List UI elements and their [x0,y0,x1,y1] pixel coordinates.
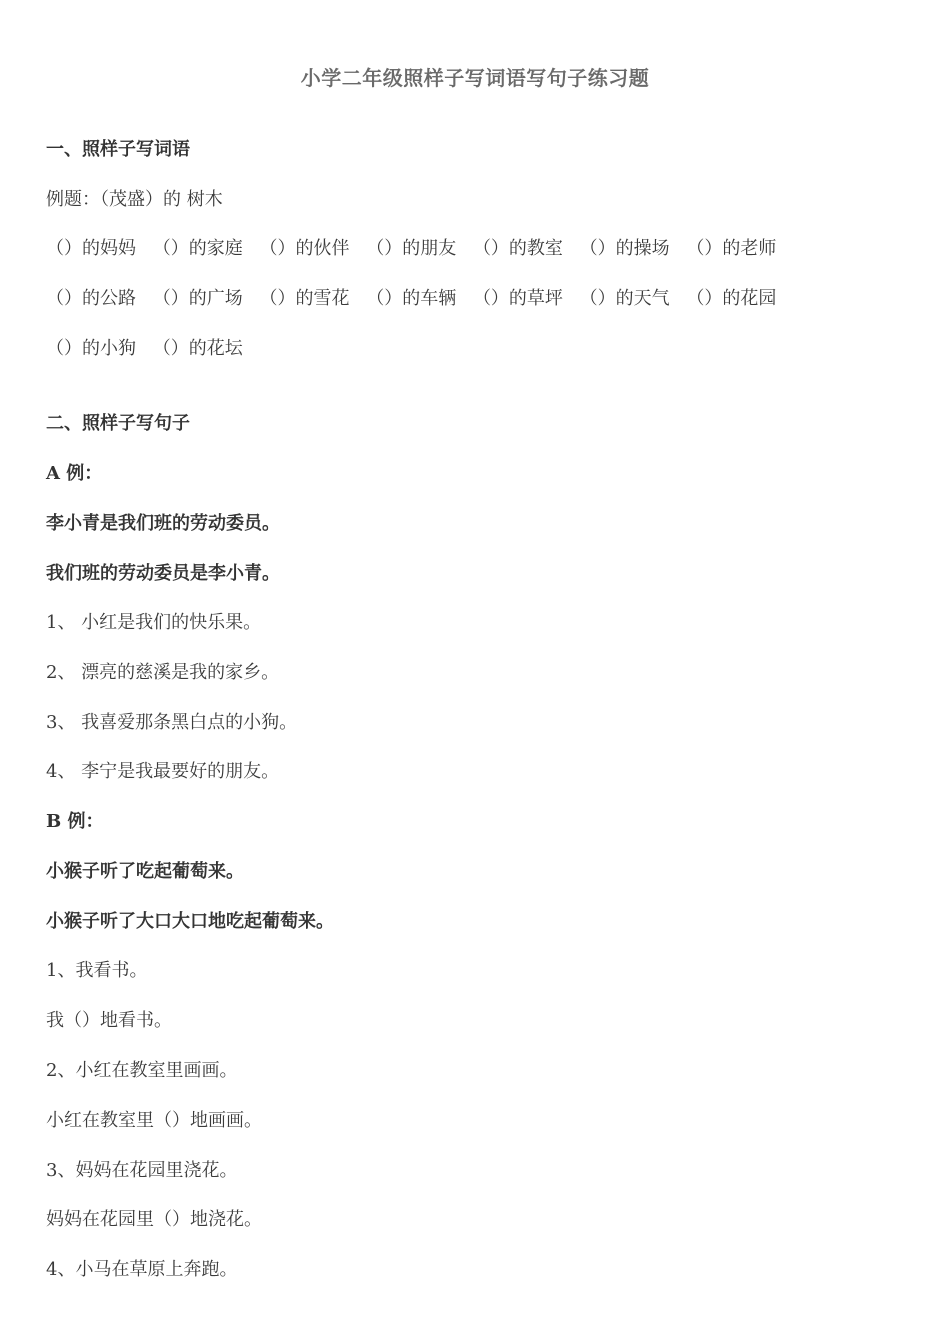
word-blank: （）的雪花 [259,288,350,309]
word-blank: （）的小狗 [46,338,136,359]
word-row-1 [46,236,776,262]
word-row-3 [46,336,243,362]
exercise-item: 3、妈妈在花园里浇花。 [46,1160,238,1181]
word-blank: （）的操场 [579,238,670,259]
exercise-item: 1、 小红是我们的快乐果。 [46,612,262,633]
word-blank: （）的朋友 [366,238,457,259]
example-b-sentence-2: 小猴子听了大口大口地吃起葡萄来。 [46,911,334,932]
word-blank: （）的草坪 [472,288,563,309]
word-blank: （）的花坛 [152,338,243,359]
word-blank: （）的天气 [579,288,670,309]
example-a-sentence-1: 李小青是我们班的劳动委员。 [46,513,280,534]
word-blank: （）的妈妈 [46,238,136,259]
word-blank: （）的广场 [152,288,243,309]
exercise-item: 1、我看书。 [46,960,148,981]
example-a-label: A 例： [46,463,103,484]
exercise-item: 2、 漂亮的慈溪是我的家乡。 [46,662,280,683]
word-blank: （）的伙伴 [259,238,350,259]
exercise-answer-line: 我（）地看书。 [46,1010,172,1031]
exercise-item: 3、 我喜爱那条黑白点的小狗。 [46,712,298,733]
section2-heading: 二、照样子写句子 [46,413,190,434]
word-blank: （）的家庭 [152,238,243,259]
exercise-item: 4、 李宁是我最要好的朋友。 [46,761,280,782]
example-b-label: B 例： [46,811,104,832]
exercise-answer-line: 小红在教室里（）地画画。 [46,1110,262,1131]
word-blank: （）的公路 [46,288,136,309]
exercise-item: 2、小红在教室里画画。 [46,1060,238,1081]
example-b-sentence-1: 小猴子听了吃起葡萄来。 [46,861,244,882]
example-a-sentence-2: 我们班的劳动委员是李小青。 [46,563,280,584]
word-blank: （）的车辆 [366,288,457,309]
page-title: 小学二年级照样子写词语写句子练习题 [300,66,650,90]
exercise-answer-line: 妈妈在花园里（）地浇花。 [46,1209,262,1230]
exercise-item: 4、小马在草原上奔跑。 [46,1259,238,1280]
section1-heading: 一、照样子写词语 [46,139,190,160]
word-blank: （）的花园 [686,288,777,309]
word-blank: （）的教室 [472,238,563,259]
word-row-2 [46,286,776,312]
word-blank: （）的老师 [686,238,777,259]
section1-example: 例题：（茂盛）的 树木 [46,189,223,210]
